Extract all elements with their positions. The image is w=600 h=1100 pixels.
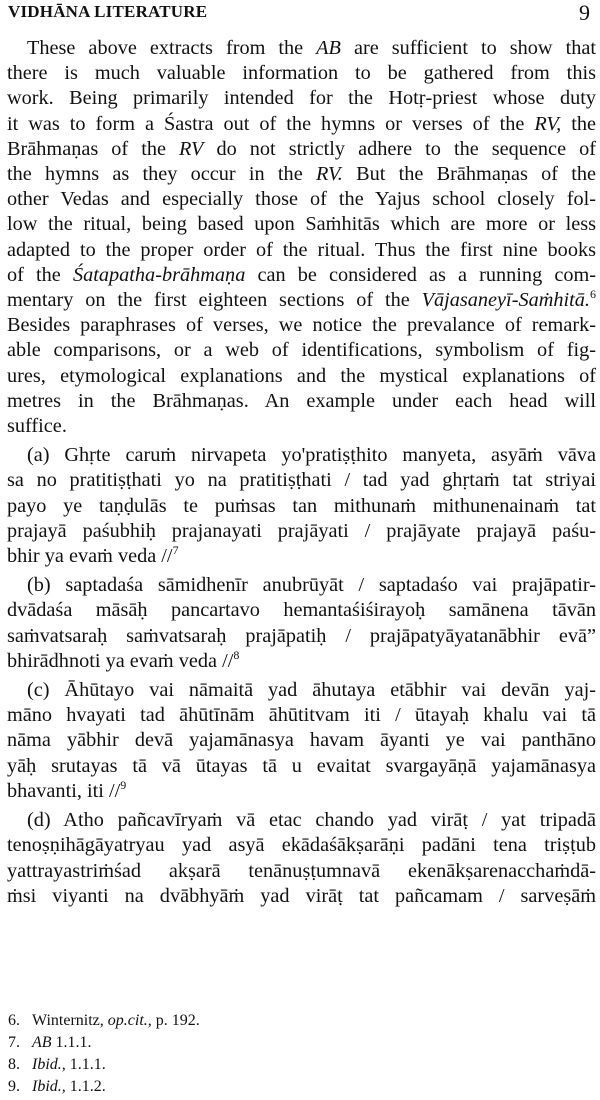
text-line: yattrayastriṁśad akṣarā tenānuṣṭumnavā ekenākṣarenacchaṁdā- bbox=[7, 859, 596, 882]
text-line: other Vedas and especially those of the Yajus school closely fol- bbox=[7, 188, 596, 211]
text-line: able comparisons, or a web of identifications, symbolism of fig- bbox=[7, 339, 596, 362]
text-line: These above extracts from the AB are sufficient to show that bbox=[27, 37, 596, 59]
text-line: saṁvatsaraḥ saṁvatsaraḥ prajāpatiḥ / prajāpatyāyatanābhir evā” bbox=[7, 624, 596, 647]
footnote-ref: 8 bbox=[233, 648, 240, 663]
text-line: work. Being primarily intended for the Hotṛ-priest whose duty bbox=[7, 87, 596, 110]
footnote: 6. Winternitz, op.cit., p. 192. bbox=[8, 1012, 200, 1029]
text-line: yāḥ srutayas tā vā ūtayas tā u evaitat svargayāṇā yajamānasya bbox=[7, 754, 596, 777]
text-line: prajayā paśubhiḥ prajanayati prajāyati / prajāyate prajayā paśu- bbox=[7, 519, 596, 542]
text-line: bhavanti, iti //$^9$ bbox=[7, 778, 127, 802]
text-line: ṁsi viyanti na dvābhyāṁ yad virāṭ tat pañcamam / sarveṣāṁ bbox=[7, 884, 596, 907]
text-line: there is much valuable information to be gathered from this bbox=[7, 62, 596, 85]
footnote-ref: 9 bbox=[120, 778, 127, 793]
text-line: of the Śatapatha-brāhmaṇa can be considered as a running com- bbox=[7, 263, 597, 286]
text-line: (c) Āhūtayo vai nāmaitā yad āhutaya etābhir vai devān yaj- bbox=[27, 679, 596, 702]
text-line: it was to form a Śastra out of the hymns or verses of the RV, the bbox=[7, 112, 596, 135]
intro-paragraph bbox=[7, 36, 596, 439]
text-line: metres in the Brāhmaṇas. An example under each head will bbox=[7, 389, 596, 412]
footnote-ref: 7 bbox=[172, 543, 179, 558]
text-line: (d) Atho pañcavīryaṁ vā etac chando yad virāṭ / yat tripadā bbox=[27, 809, 596, 832]
footnote: 9. Ibid., 1.1.2. bbox=[8, 1078, 106, 1095]
text-line: tenoṣṇihāgāyatryau yad asyā ekādaśākṣarāṇi padāni tena triṣṭub bbox=[7, 834, 596, 857]
text-line: bhirādhnoti ya evaṁ veda //$^8$ bbox=[7, 648, 240, 672]
text-line: dvādaśa māsāḥ pancartavo hemantaśiśirayoḥ samānena tāvān bbox=[7, 599, 596, 622]
example-c bbox=[7, 678, 596, 804]
text-line: Besides paraphrases of verses, we notice the prevalance of remark- bbox=[7, 314, 596, 337]
text-line: the hymns as they occur in the RV. But the Brāhmaṇas of the bbox=[7, 163, 597, 186]
text-line: payo ye taṇḍulās te puṁsas tan mithunaṁ mithunenainaṁ tat bbox=[7, 494, 596, 517]
text-line: (a) Ghṛte caruṁ nirvapeta yo'pratiṣṭhito manyeta, asyāṁ vāva bbox=[27, 444, 596, 467]
text-line: māno hvayati tad āhūtīnām āhūtitvam iti / ūtayaḥ khalu vai tā bbox=[7, 704, 596, 727]
text-line: Brāhmaṇas of the RV do not strictly adhere to the sequence of bbox=[7, 137, 596, 160]
running-head: VIDHĀNA LITERATURE bbox=[8, 2, 208, 21]
text-line: low the ritual, being based upon Saṁhitās which are more or less bbox=[7, 213, 596, 236]
example-b bbox=[7, 573, 596, 674]
text-line: sa no pratitiṣṭhati yo na pratitiṣṭhati / tad yad ghṛtaṁ tat striyai bbox=[7, 469, 596, 492]
body-text bbox=[7, 36, 596, 909]
example-d bbox=[7, 808, 596, 909]
page-number: 9 bbox=[579, 0, 590, 25]
footnotes bbox=[8, 1010, 200, 1098]
example-a bbox=[7, 443, 596, 569]
text-line: mentary on the first eighteen sections of the Vājasaneyī-Saṁhitā.$^6$ bbox=[7, 287, 596, 312]
text-line: suffice. bbox=[7, 415, 67, 438]
page-header bbox=[8, 2, 590, 28]
footnote: 8. Ibid., 1.1.1. bbox=[8, 1056, 106, 1073]
footnote: 7. AB 1.1.1. bbox=[8, 1034, 92, 1051]
footnote-ref: 6 bbox=[590, 287, 596, 302]
text-line: bhir ya evaṁ veda //$^7$ bbox=[7, 543, 179, 568]
text-line: nāma yābhir devā yajamānasya havam āyanti ye vai panthāno bbox=[7, 729, 596, 752]
text-line: adapted to the proper order of the ritual. Thus the first nine books bbox=[7, 238, 596, 261]
text-line: ures, etymological explanations and the mystical explanations of bbox=[7, 364, 596, 387]
text-line: (b) saptadaśa sāmidhenīr anubrūyāt / saptadaśo vai prajāpatir- bbox=[27, 574, 596, 597]
